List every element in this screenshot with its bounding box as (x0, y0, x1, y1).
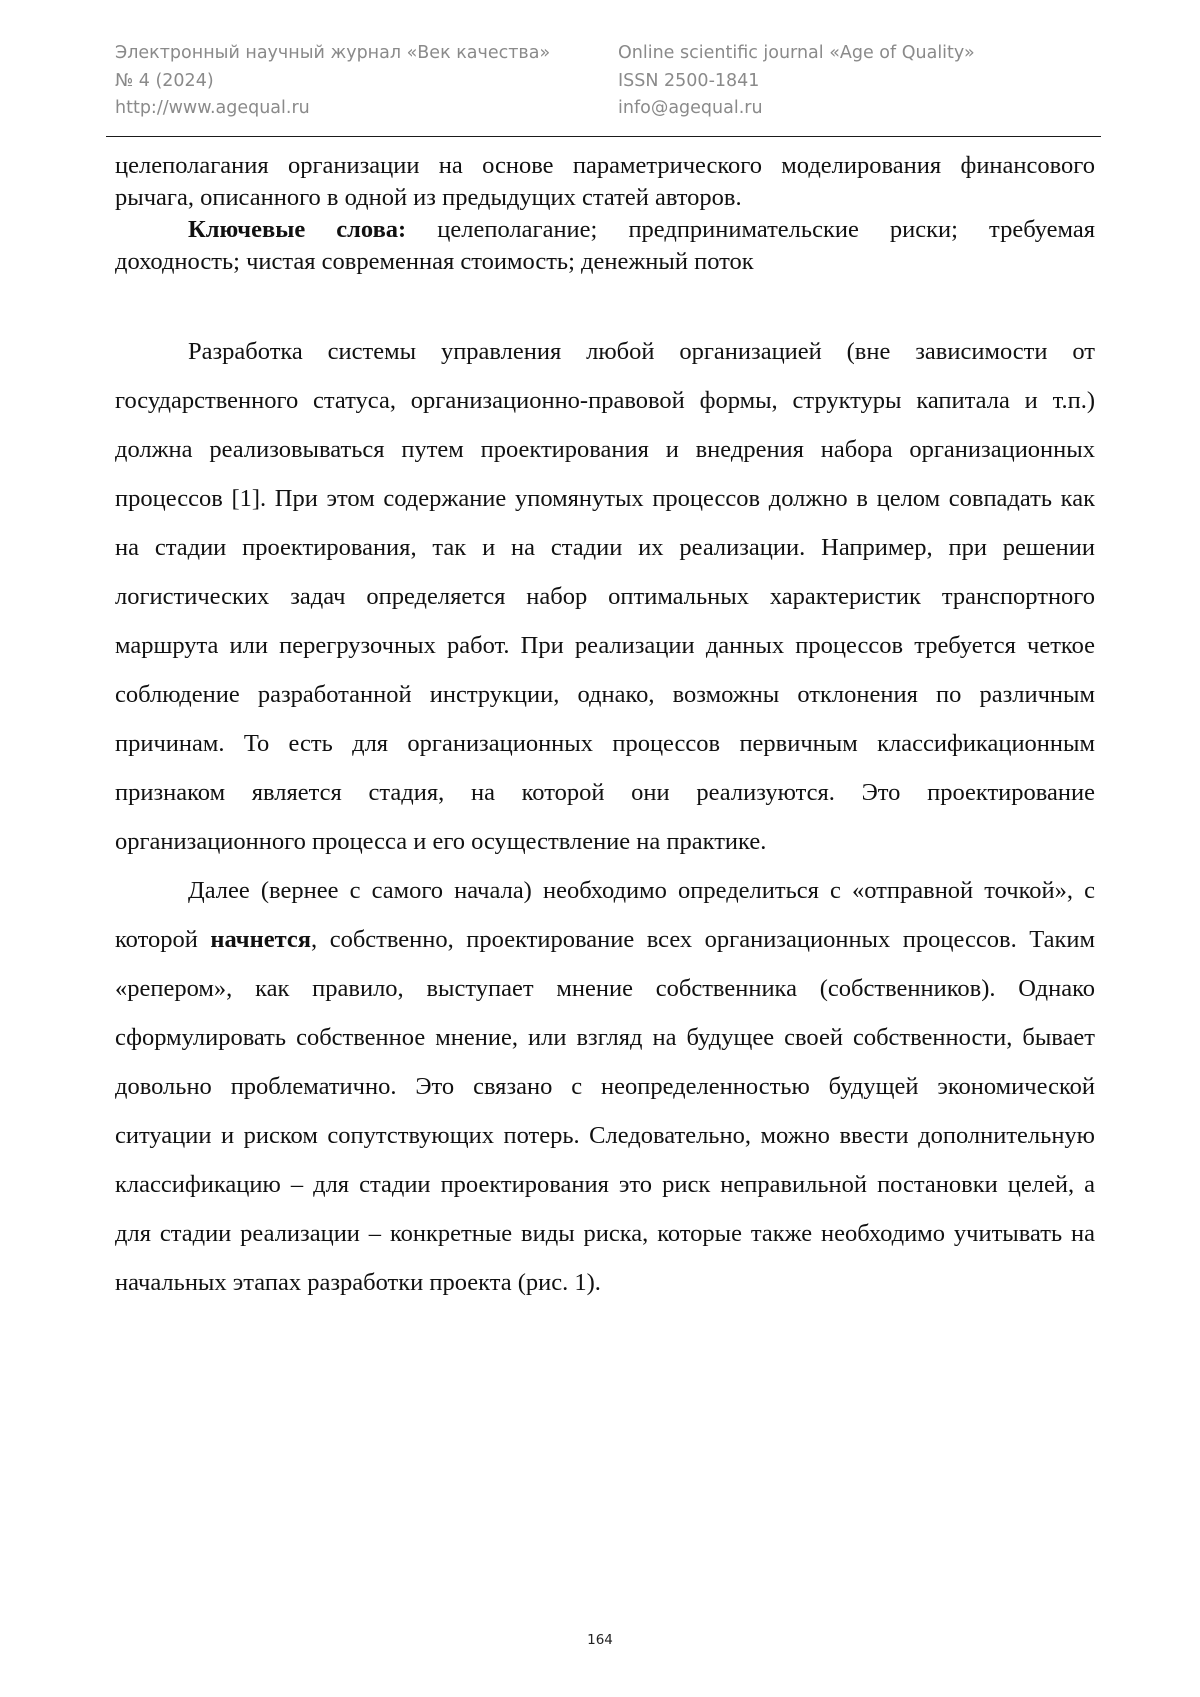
page-number: 164 (0, 1632, 1200, 1648)
header-divider (106, 136, 1101, 137)
header-right-column (618, 40, 975, 123)
issue-number: № 4 (2024) (115, 68, 550, 96)
paragraph-2-bold-word: начнется (210, 926, 311, 953)
abstract-section (115, 150, 1095, 278)
journal-url[interactable]: http://www.agequal.ru (115, 95, 550, 123)
paragraph-2-text-end: , собственно, проектирование всех организационных процессов. Таким «репером», как правило, выступает мнение собственника (собственников). Однако сформулировать собственное мнение, или взгляд на будущее своей собственности, бывает довольно проблематично. Это связано с неопределенностью будущей экономической ситуации и риском сопутствующих потерь. Следовательно, можно ввести дополнительную классификацию – для стадии проектирования это риск неправильной постановки целей, а для стадии реализации – конкретные виды риска, которые также необходимо учитывать на начальных этапах разработки проекта (рис. 1). (115, 926, 1095, 1296)
article-body (115, 327, 1095, 1307)
issn: ISSN 2500-1841 (618, 68, 975, 96)
keywords-label: Ключевые слова: (188, 216, 406, 243)
keywords-paragraph (115, 214, 1095, 278)
journal-email[interactable]: info@agequal.ru (618, 95, 975, 123)
abstract-continuation: целеполагания организации на основе параметрического моделирования финансового рычага, описанного в одной из предыдущих статей авторов. (115, 150, 1095, 214)
body-paragraph-2 (115, 866, 1095, 1307)
paragraph-2-text-start: Далее (вернее с самого начала) необходимо определиться с «отправной точкой», с которой (115, 877, 1095, 953)
journal-title-ru: Электронный научный журнал «Век качества» (115, 40, 550, 68)
keywords-list: целеполагание; предпринимательские риски; требуемая доходность; чистая современная стоимость; денежный поток (115, 216, 1095, 275)
header-left-column (115, 40, 550, 123)
body-paragraph-1: Разработка системы управления любой организацией (вне зависимости от государственного статуса, организационно-правовой формы, структуры капитала и т.п.) должна реализовываться путем проектирования и внедрения набора организационных процессов [1]. При этом содержание упомянутых процессов должно в целом совпадать как на стадии проектирования, так и на стадии их реализации. Например, при решении логистических задач определяется набор оптимальных характеристик транспортного маршрута или перегрузочных работ. При реализации данных процессов требуется четкое соблюдение разработанной инструкции, однако, возможны отклонения по различным причинам. То есть для организационных процессов первичным классификационным признаком является стадия, на которой они реализуются. Это проектирование организационного процесса и его осуществление на практике. (115, 327, 1095, 866)
document-page (0, 0, 1200, 1697)
journal-title-en: Online scientific journal «Age of Quality» (618, 40, 975, 68)
